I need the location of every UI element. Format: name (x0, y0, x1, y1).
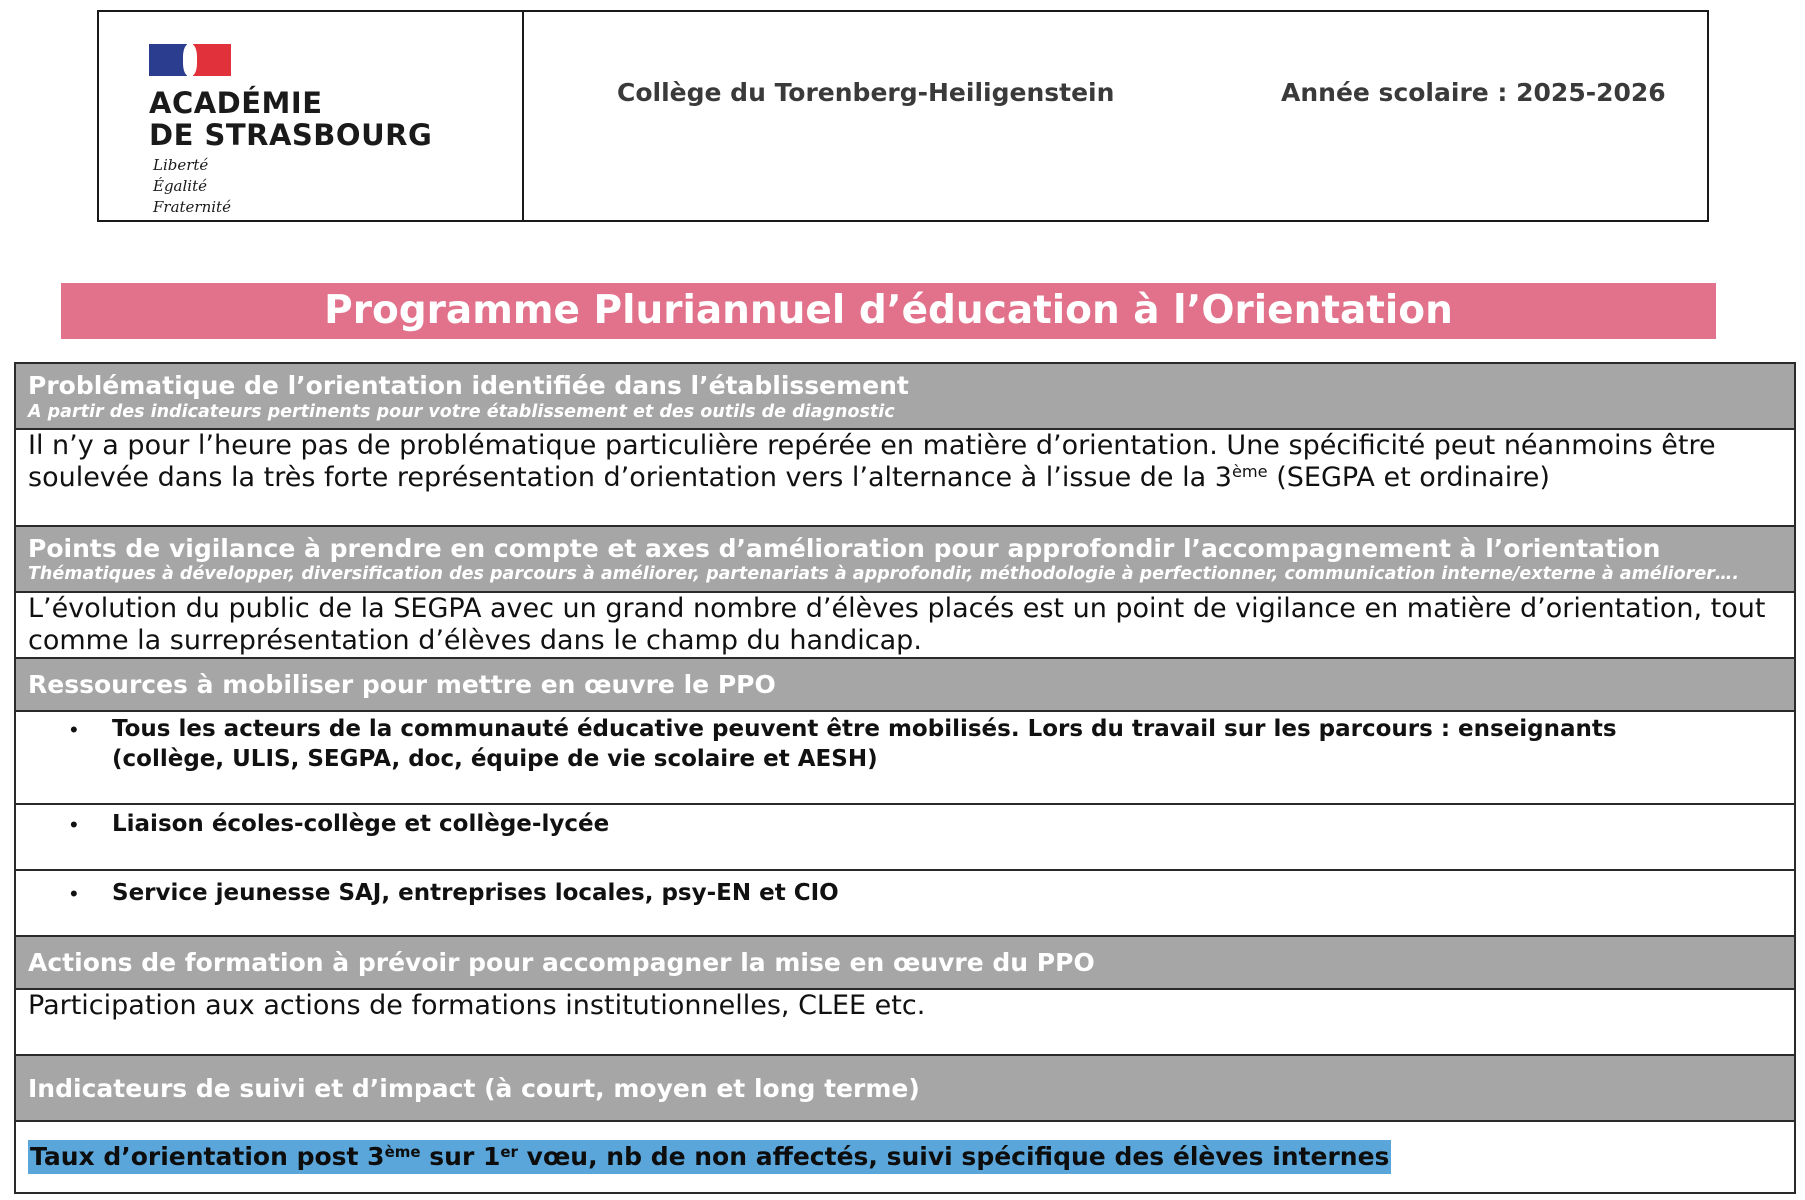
bullet-icon: • (70, 881, 78, 906)
indicateurs-highlighted-text: Taux d’orientation post 3ème sur 1er vœu, nb de non affectés, suivi spécifique des élèves internes (28, 1140, 1391, 1174)
section-header-vigilance (16, 527, 1794, 593)
section-body-indicateurs (16, 1122, 1794, 1192)
bullet-icon: • (70, 717, 78, 742)
logo-line-1: ACADÉMIE (149, 86, 323, 120)
ressources-title: Ressources à mobiliser pour mettre en œuvre le PPO (28, 670, 776, 699)
problematique-text: Il n’y a pour l’heure pas de problématique particulière repérée en matière d’orientation. Une spécificité peut néanmoins être soulevée dans la très forte représentation d’orientation vers l’alternance à l’issue de la 3ème (SEGPA et ordinaire) (28, 430, 1716, 493)
page-title-banner: Programme Pluriannuel d’éducation à l’Orientation (61, 283, 1716, 339)
section-body-problematique (16, 430, 1794, 527)
indicateurs-title: Indicateurs de suivi et d’impact (à court, moyen et long terme) (28, 1074, 920, 1103)
ressources-item-3 (16, 871, 1794, 937)
section-body-formation (16, 990, 1794, 1056)
marianne-flag-icon (149, 44, 231, 76)
school-year: Année scolaire : 2025-2026 (1281, 78, 1666, 107)
formation-title: Actions de formation à prévoir pour accompagner la mise en œuvre du PPO (28, 948, 1095, 977)
problematique-title: Problématique de l’orientation identifiée dans l’établissement (28, 371, 909, 400)
academie-logo (149, 44, 449, 214)
ressources-item-2 (16, 805, 1794, 871)
bullet-icon: • (70, 812, 78, 837)
ressources-item-text: Service jeunesse SAJ, entreprises locales, psy-EN et CIO (112, 880, 839, 906)
motto-fraternite: Fraternité (153, 198, 231, 216)
school-name: Collège du Torenberg-Heiligenstein (617, 78, 1115, 107)
ressources-item-text: Tous les acteurs de la communauté éducative peuvent être mobilisés. Lors du travail sur les parcours : enseignants (collège, ULIS, SEGPA, doc, équipe de vie scolaire et AESH) (112, 716, 1617, 772)
section-header-problematique (16, 364, 1794, 430)
motto-egalite: Égalité (153, 177, 207, 195)
motto-liberte: Liberté (153, 156, 209, 174)
logo-line-2: DE STRASBOURG (149, 118, 433, 152)
header-divider (522, 12, 524, 220)
ressources-item-1 (16, 712, 1794, 805)
vigilance-title: Points de vigilance à prendre en compte et axes d’amélioration pour approfondir l’accompagnement à l’orientation (28, 534, 1661, 563)
section-body-vigilance (16, 593, 1794, 659)
ressources-item-text: Liaison écoles-collège et collège-lycée (112, 811, 610, 837)
header-box (97, 10, 1709, 222)
section-header-formation (16, 937, 1794, 990)
section-header-indicateurs (16, 1056, 1794, 1122)
vigilance-text: L’évolution du public de la SEGPA avec un grand nombre d’élèves placés est un point de vigilance en matière d’orientation, tout comme la surreprésentation d’élèves dans le champ du handicap. (28, 593, 1766, 656)
ppo-table (14, 362, 1796, 1194)
problematique-subtitle: A partir des indicateurs pertinents pour votre établissement et des outils de diagnostic (28, 402, 895, 422)
vigilance-subtitle: Thématiques à développer, diversification des parcours à améliorer, partenariats à approfondir, méthodologie à perfectionner, communication interne/externe à améliorer…. (28, 564, 1739, 584)
formation-text: Participation aux actions de formations institutionnelles, CLEE etc. (28, 990, 926, 1021)
section-header-ressources (16, 659, 1794, 712)
